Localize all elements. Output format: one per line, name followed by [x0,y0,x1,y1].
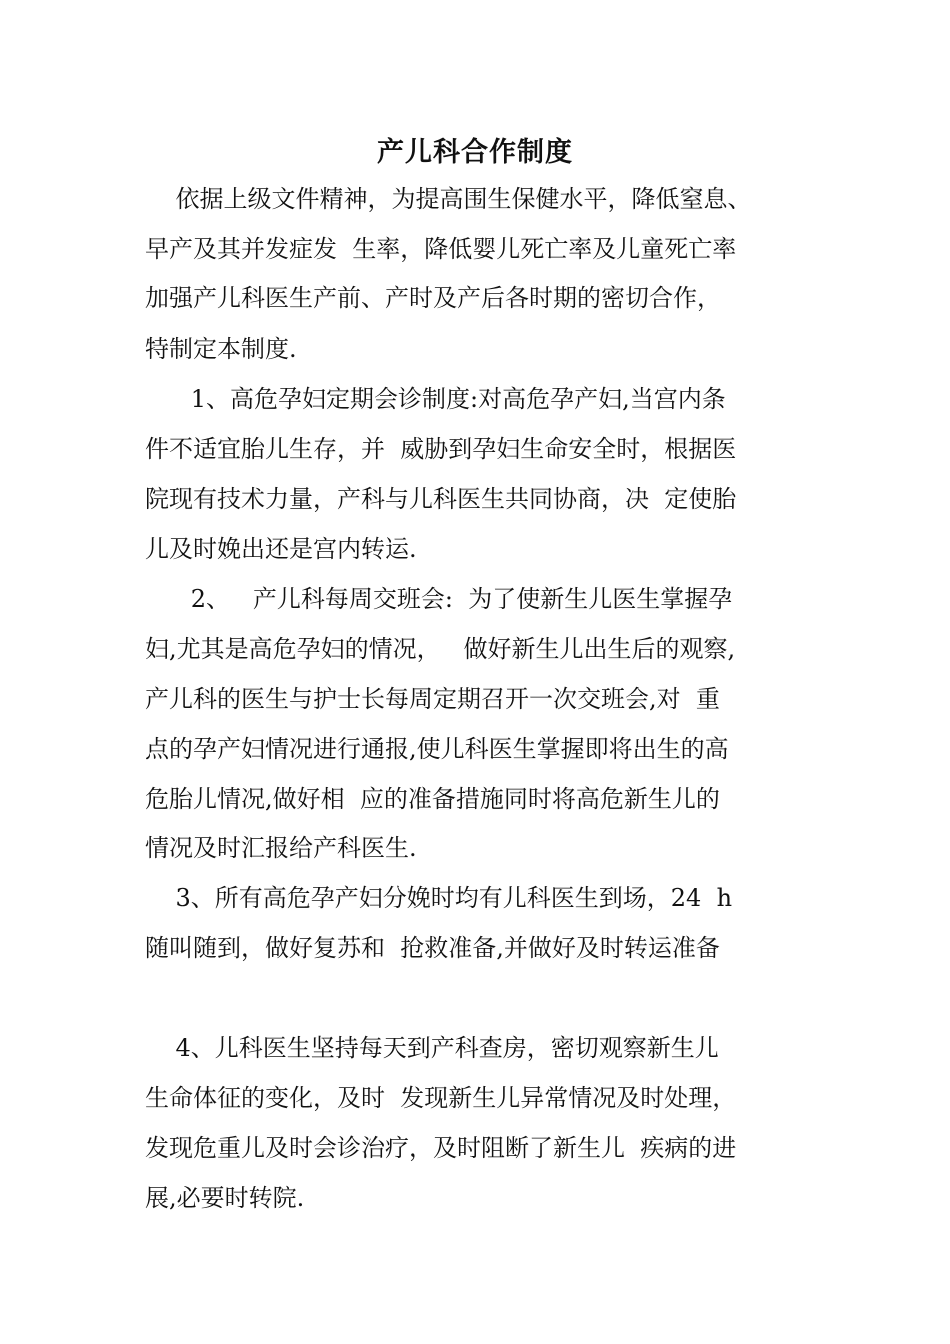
paragraph-line: 儿及时娩出还是宫内转运. [145,535,417,563]
paragraph-line: 院现有技术力量，产科与儿科医生共同协商，决 定使胎 [145,485,737,513]
paragraph-line: 2、 产儿科每周交班会: 为了使新生儿医生掌握孕 [145,585,733,613]
paragraph-line: 危胎儿情况,做好相 应的准备措施同时将高危新生儿的 [145,785,720,813]
paragraph-line: 点的孕产妇情况进行通报,使儿科医生掌握即将出生的高 [145,735,729,763]
paragraph-line: 妇,尤其是高危孕妇的情况， 做好新生儿出生后的观察, [145,635,736,663]
paragraph-line: 4、儿科医生坚持每天到产科查房，密切观察新生儿 [145,1034,719,1062]
paragraph-line: 1、高危孕妇定期会诊制度:对高危孕产妇,当宫内条 [145,385,726,413]
document-title: 产儿科合作制度 [377,137,573,168]
paragraph-line: 加强产儿科医生产前、产时及产后各时期的密切合作， [145,284,721,312]
paragraph-line: 3、所有高危孕产妇分娩时均有儿科医生到场，24 h [145,884,733,912]
paragraph-line: 件不适宜胎儿生存，并 威胁到孕妇生命安全时，根据医 [145,435,737,463]
paragraph-line: 情况及时汇报给产科医生. [145,834,417,862]
paragraph-line: 展,必要时转院. [145,1184,305,1212]
paragraph-line: 产儿科的医生与护士长每周定期召开一次交班会,对 重 [145,685,720,713]
paragraph-line: 特制定本制度. [145,335,297,363]
paragraph-line: 发现危重儿及时会诊治疗，及时阻断了新生儿 疾病的进 [145,1134,737,1162]
paragraph-line: 随叫随到，做好复苏和 抢救准备,并做好及时转运准备 [145,934,720,962]
paragraph-line: 早产及其并发症发 生率，降低婴儿死亡率及儿童死亡率 [145,235,737,263]
paragraph-line: 生命体征的变化，及时 发现新生儿异常情况及时处理， [145,1084,737,1112]
paragraph-line: 依据上级文件精神，为提高围生保健水平，降低窒息、 [145,185,752,213]
